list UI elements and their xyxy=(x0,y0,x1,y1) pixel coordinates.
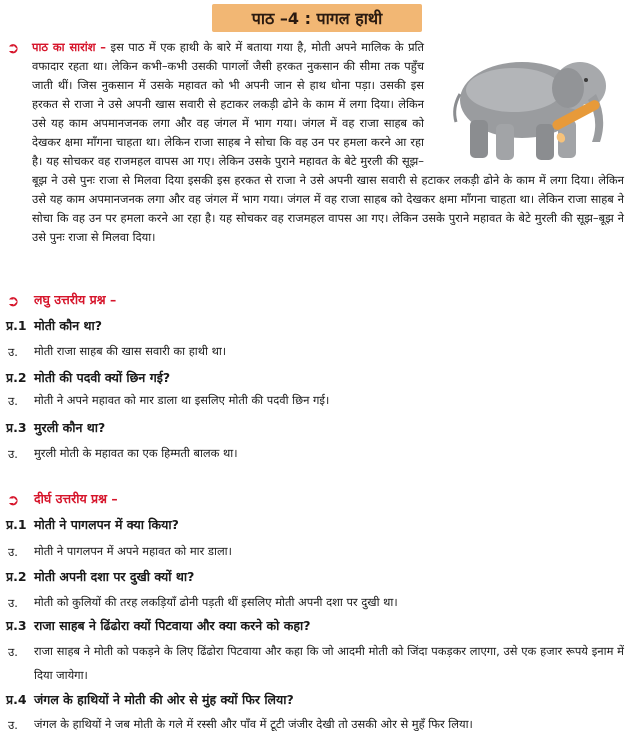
question-text: जंगल के हाथियों ने मोती की ओर से मुंह क्यों फिर लिया? xyxy=(34,692,294,707)
bullet-arrow-icon: ➲ xyxy=(6,291,20,310)
answer-text: मुरली मोती के महावत का एक हिम्मती बालक था। xyxy=(34,446,238,460)
lesson-title: पाठ –4 : पागल हाथी xyxy=(212,4,422,32)
question-text: मोती की पदवी क्यों छिन गई? xyxy=(34,370,171,385)
answer-label: उ. xyxy=(8,596,18,610)
answer-text: मोती ने अपने महावत को मार डाला था इसलिए मोती की पदवी छिन गई। xyxy=(34,393,330,407)
question-number: प्र.2 xyxy=(6,370,27,385)
answer-label: उ. xyxy=(8,447,18,461)
question-number: प्र.1 xyxy=(6,517,27,532)
answer-text: मोती को कुलियों की तरह लकड़ियाँ ढोनी पड़ती थीं इसलिए मोती अपनी दशा पर दुखी था। xyxy=(34,595,398,609)
question-number: प्र.4 xyxy=(6,692,27,707)
bullet-arrow-icon: ➲ xyxy=(6,490,20,509)
short-questions-heading: लघु उत्तरीय प्रश्न – xyxy=(34,292,117,307)
question-text: मोती ने पागलपन में क्या किया? xyxy=(34,517,179,532)
question-text: राजा साहब ने ढिंढोरा क्यों पिटवाया और क्या करने को कहा? xyxy=(34,618,311,633)
answer-label: उ. xyxy=(8,345,18,359)
question-text: मुरली कौन था? xyxy=(34,420,106,435)
question-number: प्र.2 xyxy=(6,569,27,584)
answer-text: मोती ने पागलपन में अपने महावत को मार डाला। xyxy=(34,544,232,558)
answer-label: उ. xyxy=(8,545,18,559)
summary-label: पाठ का सारांश – xyxy=(32,40,107,54)
summary-text: इस पाठ में एक हाथी के बारे में बताया गया है, मोती अपने मालिक के प्रति वफादार रहता था। लेकिन कभी–कभी उसकी पागलों जैसी हरकत नुकसान की सीमा तक पहुँच जाती थीं। जिस नुकसान में उसके महावत को भी अपनी जान से हाथ धोना पड़ा। उसकी इस हरकत से राजा ने उसे अपनी खास सवारी से हटाकर लकड़ी ढोने के काम में लगा दिया। लेकिन उसे यह काम अपमानजनक लगा और वह जंगल में भाग गया। जंगल में वह राजा साहब को देखकर क्षमा माँगना चाहता था। लेकिन राजा साहब ने सोचा कि वह उन पर हमला करने आ रहा है। यह सोचकर वह राजमहल वापस आ गए। लेकिन उसके पुराने महावत के बेटे मुरली की सूझ–बूझ ने उसे पुनः राजा से मिलवा दिया इसकी इस हरकत से राजा ने उसे अपनी खास सवारी से हटाकर लकड़ी ढोने के काम में लगा दिया। लेकिन उसे यह काम अपमानजनक लगा और वह जंगल में भाग गया। जंगल में वह राजा साहब को देखकर क्षमा माँगना चाहता था। लेकिन राजा साहब ने सोचा कि वह उन पर हमला करने आ रहा है। यह सोचकर वह राजमहल वापस आ गए। लेकिन उसके पुराने महावत के बेटे मुरली की सूझ–बूझ ने उसे पुनः राजा से मिलवा दिया। xyxy=(32,40,625,244)
question-text: मोती कौन था? xyxy=(34,318,103,333)
answer-label: उ. xyxy=(8,718,18,732)
answer-text: राजा साहब ने मोती को पकड़ने के लिए ढिंढोरा पिटवाया और कहा कि जो आदमी मोती को जिंदा पकड़कर लाएगा, उसे एक हजार रूपये इनाम में दिया जायेगा। xyxy=(34,644,624,682)
question-number: प्र.3 xyxy=(6,618,27,633)
question-text: मोती अपनी दशा पर दुखी क्यों था? xyxy=(34,569,195,584)
long-questions-heading: दीर्घ उत्तरीय प्रश्न – xyxy=(34,491,118,506)
question-number: प्र.1 xyxy=(6,318,27,333)
answer-text: मोती राजा साहब की खास सवारी का हाथी था। xyxy=(34,344,227,358)
answer-label: उ. xyxy=(8,645,18,659)
question-number: प्र.3 xyxy=(6,420,27,435)
answer-text: जंगल के हाथियों ने जब मोती के गले में रस्सी और पाँव में टूटी जंजीर देखी तो उसकी ओर से मुहँ फिर लिया। xyxy=(34,717,473,731)
answer-label: उ. xyxy=(8,394,18,408)
bullet-arrow-icon: ➲ xyxy=(6,38,20,57)
elephant-illustration xyxy=(430,38,630,166)
